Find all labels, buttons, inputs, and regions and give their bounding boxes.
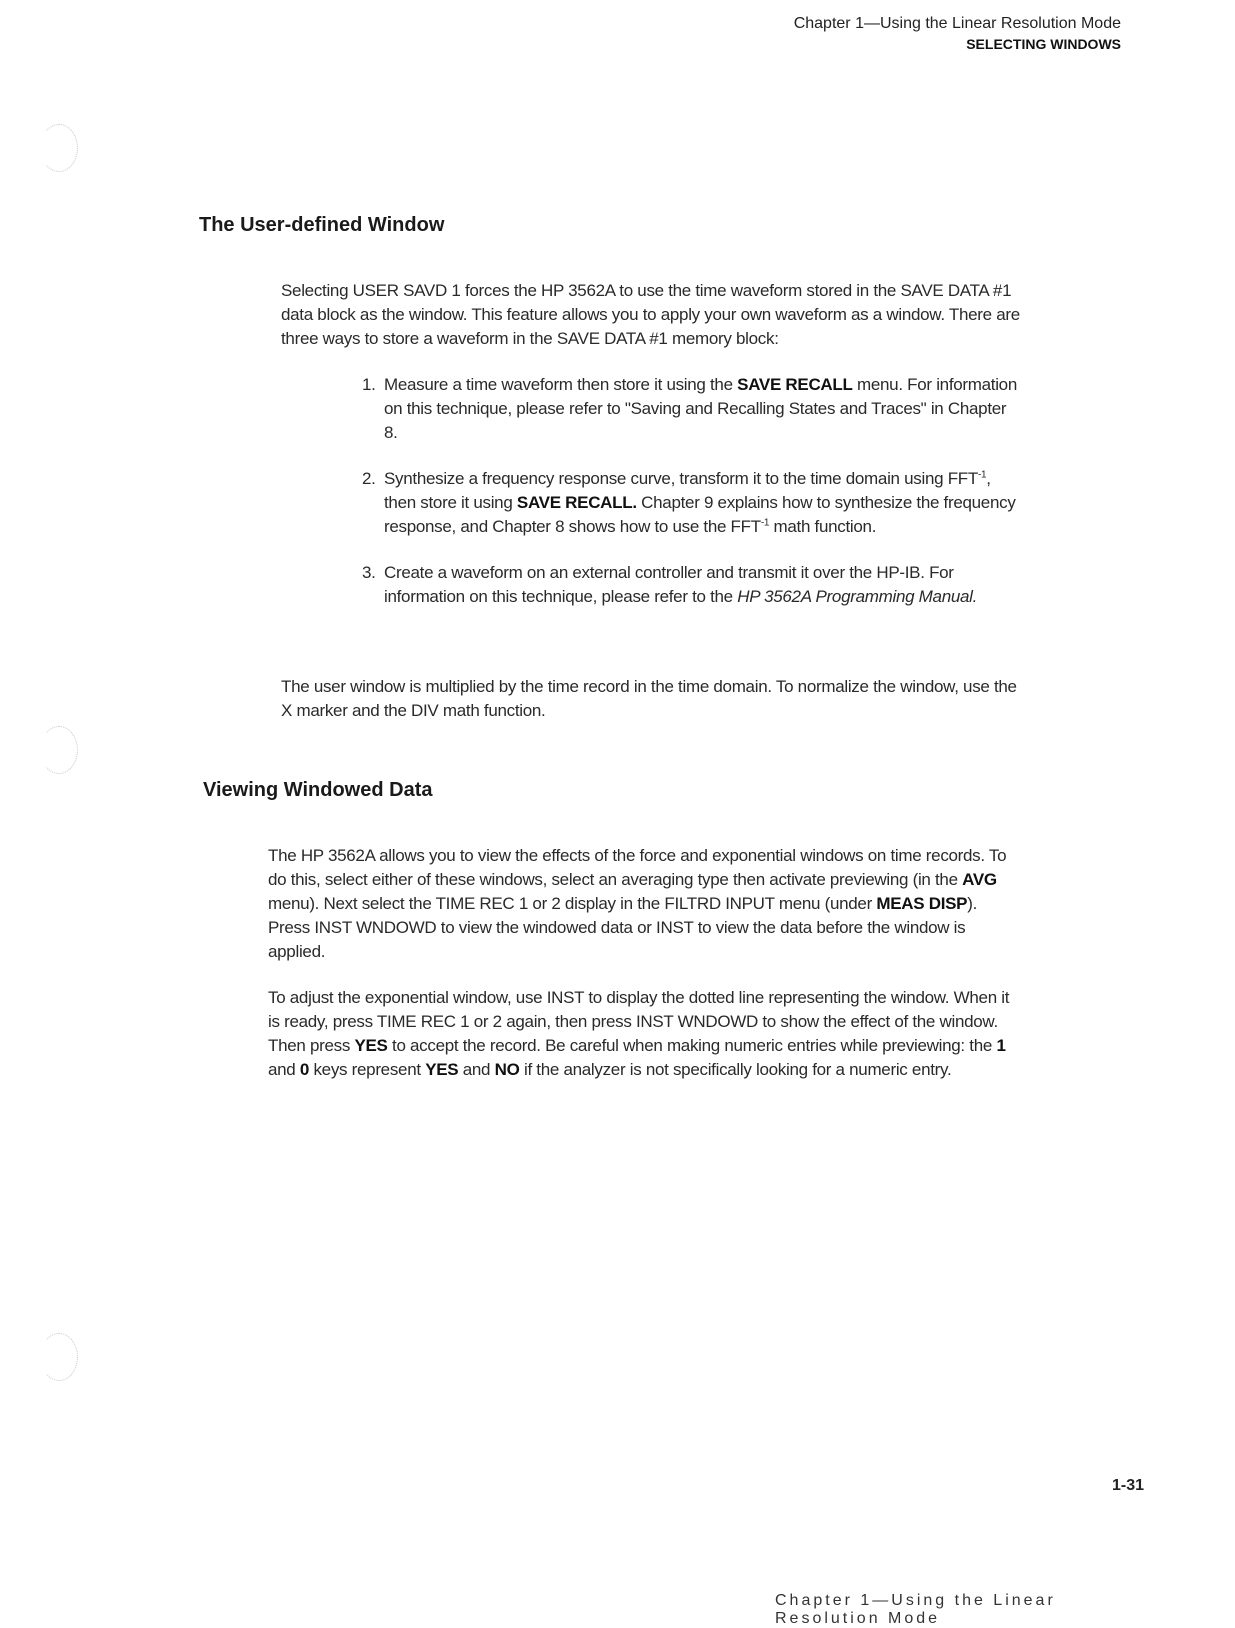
store-methods-list [362, 373, 1022, 609]
bold-text: YES [425, 1060, 459, 1079]
list-bold-text: SAVE RECALL [737, 375, 853, 394]
paragraph-text: keys represent [309, 1060, 426, 1079]
punch-hole-bottom [40, 1333, 78, 1381]
bold-text: MEAS DISP [876, 894, 968, 913]
list-bold-text: SAVE RECALL. [516, 493, 637, 512]
viewing-paragraph-1 [268, 844, 1018, 964]
bold-text: 0 [299, 1060, 310, 1079]
list-text: Measure a time waveform then store it using the [384, 375, 738, 394]
bold-text: AVG [962, 870, 997, 889]
list-item [362, 467, 1022, 539]
paragraph-text: if the analyzer is not specifically looking for a numeric entry. [519, 1060, 952, 1079]
list-number: 3. [362, 563, 376, 582]
list-text: , then store it using [384, 469, 991, 512]
section-heading-viewing-windowed-data: Viewing Windowed Data [203, 779, 433, 801]
superscript: -1 [977, 469, 987, 481]
paragraph-text: to accept the record. Be careful when making numeric entries while previewing: the [387, 1036, 997, 1055]
cut-off-footer: Chapter 1—Using the Linear Resolution Mode [775, 1592, 1056, 1627]
paragraph-text: To adjust the exponential window, use INST to display the dotted line representing the window. When it is ready, press TIME REC 1 or 2 again, then press INST WNDOWD to show the effect of the window. Then press [268, 988, 1010, 1055]
list-text: menu. For information on this technique, please refer to "Saving and Recalling States and Traces" in Chapter 8. [384, 375, 1017, 442]
list-item [362, 561, 1022, 609]
superscript: -1 [760, 517, 770, 529]
list-number: 2. [362, 469, 376, 488]
manual-title: HP 3562A Programming Manual. [737, 587, 978, 606]
paragraph-text: and [268, 1060, 300, 1079]
list-text: math function. [769, 517, 877, 536]
bold-text: YES [354, 1036, 388, 1055]
user-window-outro: The user window is multiplied by the time record in the time domain. To normalize the window, use the X marker and the DIV math function. [281, 677, 1017, 720]
viewing-paragraph-2 [268, 986, 1023, 1082]
paragraph-text: ). Press INST WNDOWD to view the windowed data or INST to view the data before the window is applied. [268, 894, 977, 961]
paragraph-text: and [458, 1060, 495, 1079]
list-text: Chapter 9 explains how to synthesize the frequency response, and Chapter 8 shows how to use the FFT [384, 493, 1016, 536]
user-window-intro: Selecting USER SAVD 1 forces the HP 3562A to use the time waveform stored in the SAVE DATA #1 data block as the window. This feature allows you to apply your own waveform as a window. There are three ways to store a waveform in the SAVE DATA #1 memory block: [281, 281, 1020, 348]
bold-text: 1 [996, 1036, 1006, 1055]
punch-hole-top [40, 124, 78, 172]
bold-text: NO [494, 1060, 520, 1079]
paragraph-text: menu). Next select the TIME REC 1 or 2 display in the FILTRD INPUT menu (under [268, 894, 877, 913]
page-number: 1-31 [1112, 1477, 1145, 1494]
list-text: Synthesize a frequency response curve, transform it to the time domain using FFT [384, 469, 978, 488]
list-number: 1. [362, 375, 376, 394]
list-text: Create a waveform on an external controller and transmit it over the HP-IB. For information on this technique, please refer to the [384, 563, 954, 606]
paragraph-text: The HP 3562A allows you to view the effects of the force and exponential windows on time records. To do this, select either of these windows, select an averaging type then activate previewing (in the [268, 846, 1007, 889]
punch-hole-middle [40, 726, 78, 774]
running-header [794, 14, 1121, 54]
section-heading-user-defined-window: The User-defined Window [199, 214, 445, 236]
chapter-title: Chapter 1—Using the Linear Resolution Mode [793, 15, 1121, 32]
section-title: SELECTING WINDOWS [966, 36, 1121, 52]
list-item [362, 373, 1022, 445]
